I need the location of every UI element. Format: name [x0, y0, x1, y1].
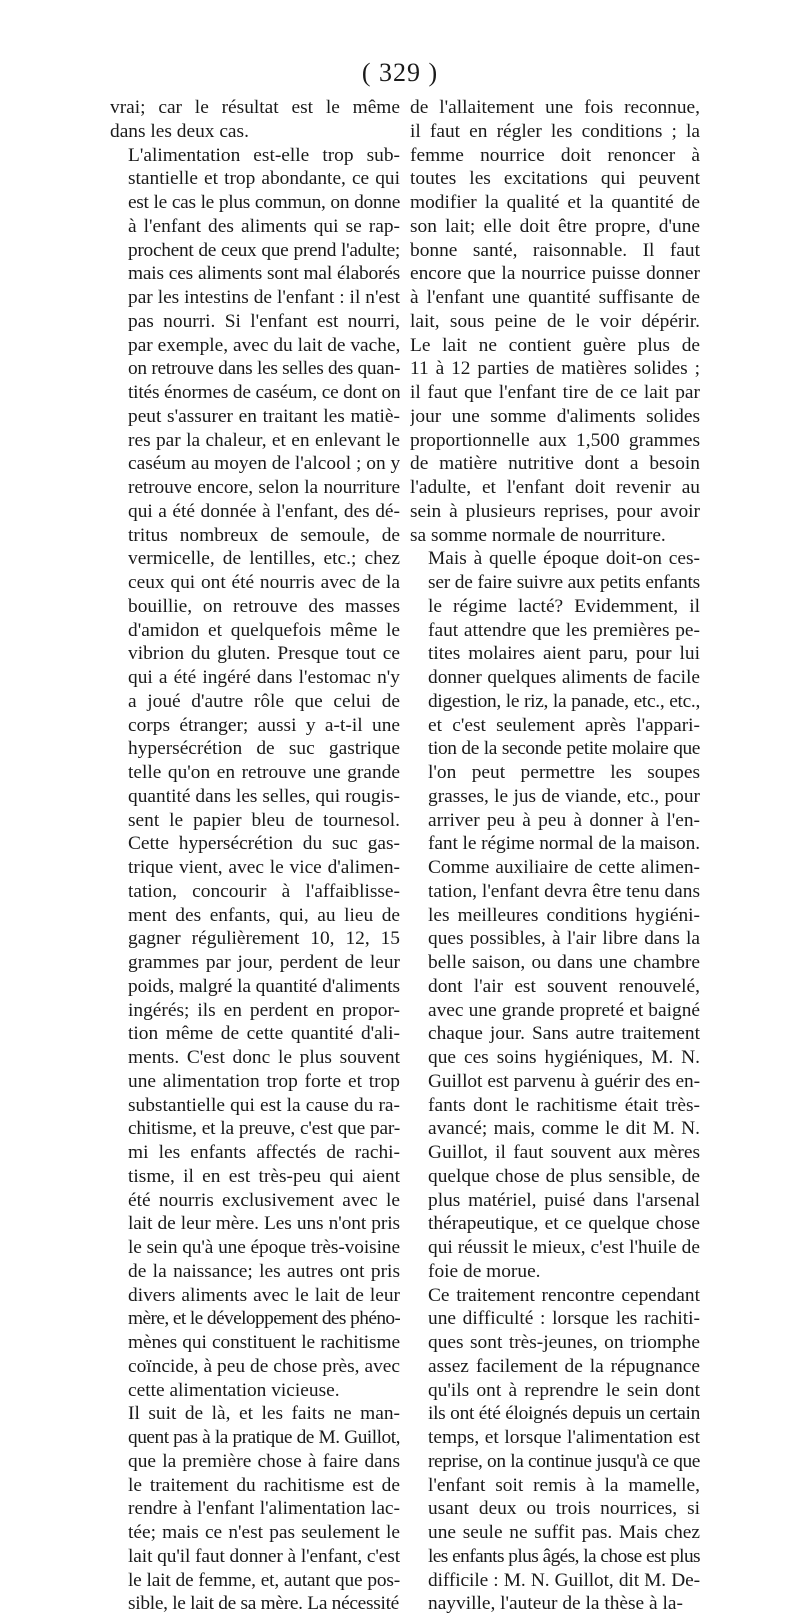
text-line: poids, malgré la quantité d'aliments [110, 975, 400, 999]
text-line: sein à plusieurs reprises, pour avoir [410, 500, 700, 524]
text-line: tation, concourir à l'affaiblisse- [110, 880, 400, 904]
text-line: tritus nombreux de semoule, de [110, 524, 400, 548]
text-line: assez facilement de la répugnance [410, 1355, 700, 1379]
text-line: foie de morue. [410, 1260, 700, 1284]
text-line: sent le papier bleu de tournesol. [110, 809, 400, 833]
text-line: a joué d'autre rôle que celui de [110, 690, 400, 714]
text-line: Guillot, il faut souvent aux mères [410, 1141, 700, 1165]
text-line: quent pas à la pratique de M. Guillot, [110, 1426, 400, 1450]
text-line: stantielle et trop abondante, ce qui [110, 167, 400, 191]
text-line: L'alimentation est-elle trop sub- [110, 144, 400, 168]
text-line: d'amidon et quelquefois même le [110, 619, 400, 643]
text-line: été nourris exclusivement avec le [110, 1189, 400, 1213]
text-line: tée; mais ce n'est pas seulement le [110, 1521, 400, 1545]
paragraph [110, 144, 400, 1403]
text-line: peut s'assurer en traitant les matiè- [110, 405, 400, 429]
text-line: qu'ils ont à reprendre le sein dont [410, 1379, 700, 1403]
text-line: le traitement du rachitisme est de [110, 1474, 400, 1498]
text-line: vibrion du gluten. Presque tout ce [110, 642, 400, 666]
text-line: usant deux ou trois nourrices, si [410, 1497, 700, 1521]
text-line: lait, sous peine de le voir dépérir. [410, 310, 700, 334]
text-line: nayville, l'auteur de la thèse à la- [410, 1592, 700, 1616]
text-line: corps étranger; aussi y a-t-il une [110, 714, 400, 738]
paragraph [410, 96, 700, 547]
text-line: mi les enfants affectés de rachi- [110, 1141, 400, 1165]
text-line: encore que la nourrice puisse donner [410, 262, 700, 286]
text-line: 11 à 12 parties de matières solides ; [410, 357, 700, 381]
text-line: Ce traitement rencontre cependant [410, 1284, 700, 1308]
text-line: le sein qu'à une époque très-voisine [110, 1236, 400, 1260]
text-line: ques possibles, à l'air libre dans la [410, 927, 700, 951]
text-line: il faut en régler les conditions ; la [410, 120, 700, 144]
text-line: lait qu'il faut donner à l'enfant, c'est [110, 1545, 400, 1569]
text-line: que la première chose à faire dans [110, 1450, 400, 1474]
right-column [410, 96, 700, 1616]
text-line: arriver peu à peu à donner à l'en- [410, 809, 700, 833]
paragraph [410, 547, 700, 1283]
text-line: qui réussit le mieux, c'est l'huile de [410, 1236, 700, 1260]
text-line: Il suit de là, et les faits ne man- [110, 1402, 400, 1426]
text-line: son lait; elle doit être propre, d'une [410, 215, 700, 239]
text-line: une seule ne suffit pas. Mais chez [410, 1521, 700, 1545]
text-line: modifier la qualité et la quantité de [410, 191, 700, 215]
text-line: Comme auxiliaire de cette alimen- [410, 856, 700, 880]
text-line: vermicelle, de lentilles, etc.; chez [110, 547, 400, 571]
text-line: belle saison, ou dans une chambre [410, 951, 700, 975]
text-line: Mais à quelle époque doit-on ces- [410, 547, 700, 571]
text-line: fant le régime normal de la maison. [410, 832, 700, 856]
text-line: rendre à l'enfant l'alimentation lac- [110, 1497, 400, 1521]
text-line: caséum au moyen de l'alcool ; on y [110, 452, 400, 476]
text-line: tites molaires aient paru, pour lui [410, 642, 700, 666]
text-line: de l'allaitement une fois reconnue, [410, 96, 700, 120]
text-line: à l'enfant des aliments qui se rap- [110, 215, 400, 239]
text-line: chaque jour. Sans autre traitement [410, 1022, 700, 1046]
text-line: dans les deux cas. [110, 120, 400, 144]
text-line: ser de faire suivre aux petits enfants [410, 571, 700, 595]
text-line: difficile : M. N. Guillot, dit M. De- [410, 1569, 700, 1593]
text-line: tion de la seconde petite molaire que [410, 737, 700, 761]
text-line: tion même de cette quantité d'ali- [110, 1022, 400, 1046]
text-line: une alimentation trop forte et trop [110, 1070, 400, 1094]
text-line: dont l'air est souvent renouvelé, [410, 975, 700, 999]
text-line: bouillie, on retrouve des masses [110, 595, 400, 619]
text-line: ingérés; ils en perdent en propor- [110, 999, 400, 1023]
text-line: ment des enfants, qui, au lieu de [110, 904, 400, 928]
left-column [110, 96, 400, 1616]
text-line: hypersécrétion de suc gastrique [110, 737, 400, 761]
text-line: mais ces aliments sont mal élaborés [110, 262, 400, 286]
text-line: femme nourrice doit renoncer à [410, 144, 700, 168]
text-line: telle qu'on en retrouve une grande [110, 761, 400, 785]
text-line: on retrouve dans les selles des quan- [110, 357, 400, 381]
text-line: qui a été donnée à l'enfant, des dé- [110, 500, 400, 524]
text-line: grammes par jour, perdent de leur [110, 951, 400, 975]
text-line: ils ont été éloignés depuis un certain [410, 1402, 700, 1426]
text-line: les enfants plus âgés, la chose est plus [410, 1545, 700, 1569]
text-line: est le cas le plus commun, on donne [110, 191, 400, 215]
text-line: à l'enfant une quantité suffisante de [410, 286, 700, 310]
text-line: Guillot est parvenu à guérir des en- [410, 1070, 700, 1094]
text-line: faut attendre que les premières pe- [410, 619, 700, 643]
text-line: coïncide, à peu de chose près, avec [110, 1355, 400, 1379]
text-line: une difficulté : lorsque les rachiti- [410, 1307, 700, 1331]
text-line: bonne santé, raisonnable. Il faut [410, 239, 700, 263]
text-line: thérapeutique, et ce quelque chose [410, 1212, 700, 1236]
text-line: proportionnelle aux 1,500 grammes [410, 429, 700, 453]
text-line: prochent de ceux que prend l'adulte; [110, 239, 400, 263]
text-line: reprise, on la continue jusqu'à ce que [410, 1450, 700, 1474]
text-line: plus matériel, puisé dans l'arsenal [410, 1189, 700, 1213]
text-line: les meilleures conditions hygiéni- [410, 904, 700, 928]
text-line: par exemple, avec du lait de vache, [110, 334, 400, 358]
text-line: lait de leur mère. Les uns n'ont pris [110, 1212, 400, 1236]
text-line: Le lait ne contient guère plus de [410, 334, 700, 358]
text-line: sa somme normale de nourriture. [410, 524, 700, 548]
text-line: vrai; car le résultat est le même [110, 96, 400, 120]
text-line: par les intestins de l'enfant : il n'est [110, 286, 400, 310]
text-line: toutes les excitations qui peuvent [410, 167, 700, 191]
text-line: avancé; mais, comme le dit M. N. [410, 1117, 700, 1141]
text-line: qui a été ingéré dans l'estomac n'y [110, 666, 400, 690]
text-line: retrouve encore, selon la nourriture [110, 476, 400, 500]
text-line: chitisme, et la preuve, c'est que par- [110, 1117, 400, 1141]
paragraph [110, 1402, 400, 1616]
text-line: que ces soins hygiéniques, M. N. [410, 1046, 700, 1070]
text-line: tisme, il en est très-peu qui aient [110, 1165, 400, 1189]
text-line: le régime lacté? Evidemment, il [410, 595, 700, 619]
text-line: temps, et lorsque l'alimentation est [410, 1426, 700, 1450]
text-line: fants dont le rachitisme était très- [410, 1094, 700, 1118]
text-line: l'adulte, et l'enfant doit revenir au [410, 476, 700, 500]
text-line: Cette hypersécrétion du suc gas- [110, 832, 400, 856]
text-line: digestion, le riz, la panade, etc., etc., [410, 690, 700, 714]
text-line: quelque chose de plus sensible, de [410, 1165, 700, 1189]
text-line: mènes qui constituent le rachitisme [110, 1331, 400, 1355]
text-line: pas nourri. Si l'enfant est nourri, [110, 310, 400, 334]
text-line: res par la chaleur, et en enlevant le [110, 429, 400, 453]
text-line: le lait de femme, et, autant que pos- [110, 1569, 400, 1593]
text-line: de la naissance; les autres ont pris [110, 1260, 400, 1284]
text-line: sible, le lait de sa mère. La nécessité [110, 1592, 400, 1616]
text-line: mère, et le développement des phéno- [110, 1307, 400, 1331]
text-line: substantielle qui est la cause du ra- [110, 1094, 400, 1118]
page-number: ( 329 ) [0, 58, 800, 88]
text-line: de matière nutritive dont a besoin [410, 452, 700, 476]
text-line: quantité dans les selles, qui rougis- [110, 785, 400, 809]
text-line: trique vient, avec le vice d'alimen- [110, 856, 400, 880]
text-line: et c'est seulement après l'appari- [410, 714, 700, 738]
text-line: donner quelques aliments de facile [410, 666, 700, 690]
text-line: grasses, le jus de viande, etc., pour [410, 785, 700, 809]
text-line: l'enfant soit remis à la mamelle, [410, 1474, 700, 1498]
text-line: cette alimentation vicieuse. [110, 1379, 400, 1403]
text-line: l'on peut permettre les soupes [410, 761, 700, 785]
paragraph [410, 1284, 700, 1616]
text-line: ceux qui ont été nourris avec de la [110, 571, 400, 595]
text-line: jour une somme d'aliments solides [410, 405, 700, 429]
text-line: divers aliments avec le lait de leur [110, 1284, 400, 1308]
text-line: il faut que l'enfant tire de ce lait par [410, 381, 700, 405]
text-line: gagner régulièrement 10, 12, 15 [110, 927, 400, 951]
text-line: tation, l'enfant devra être tenu dans [410, 880, 700, 904]
text-line: ques sont très-jeunes, on triomphe [410, 1331, 700, 1355]
text-line: tités énormes de caséum, ce dont on [110, 381, 400, 405]
text-line: ments. C'est donc le plus souvent [110, 1046, 400, 1070]
text-line: avec une grande propreté et baigné [410, 999, 700, 1023]
paragraph [110, 96, 400, 144]
